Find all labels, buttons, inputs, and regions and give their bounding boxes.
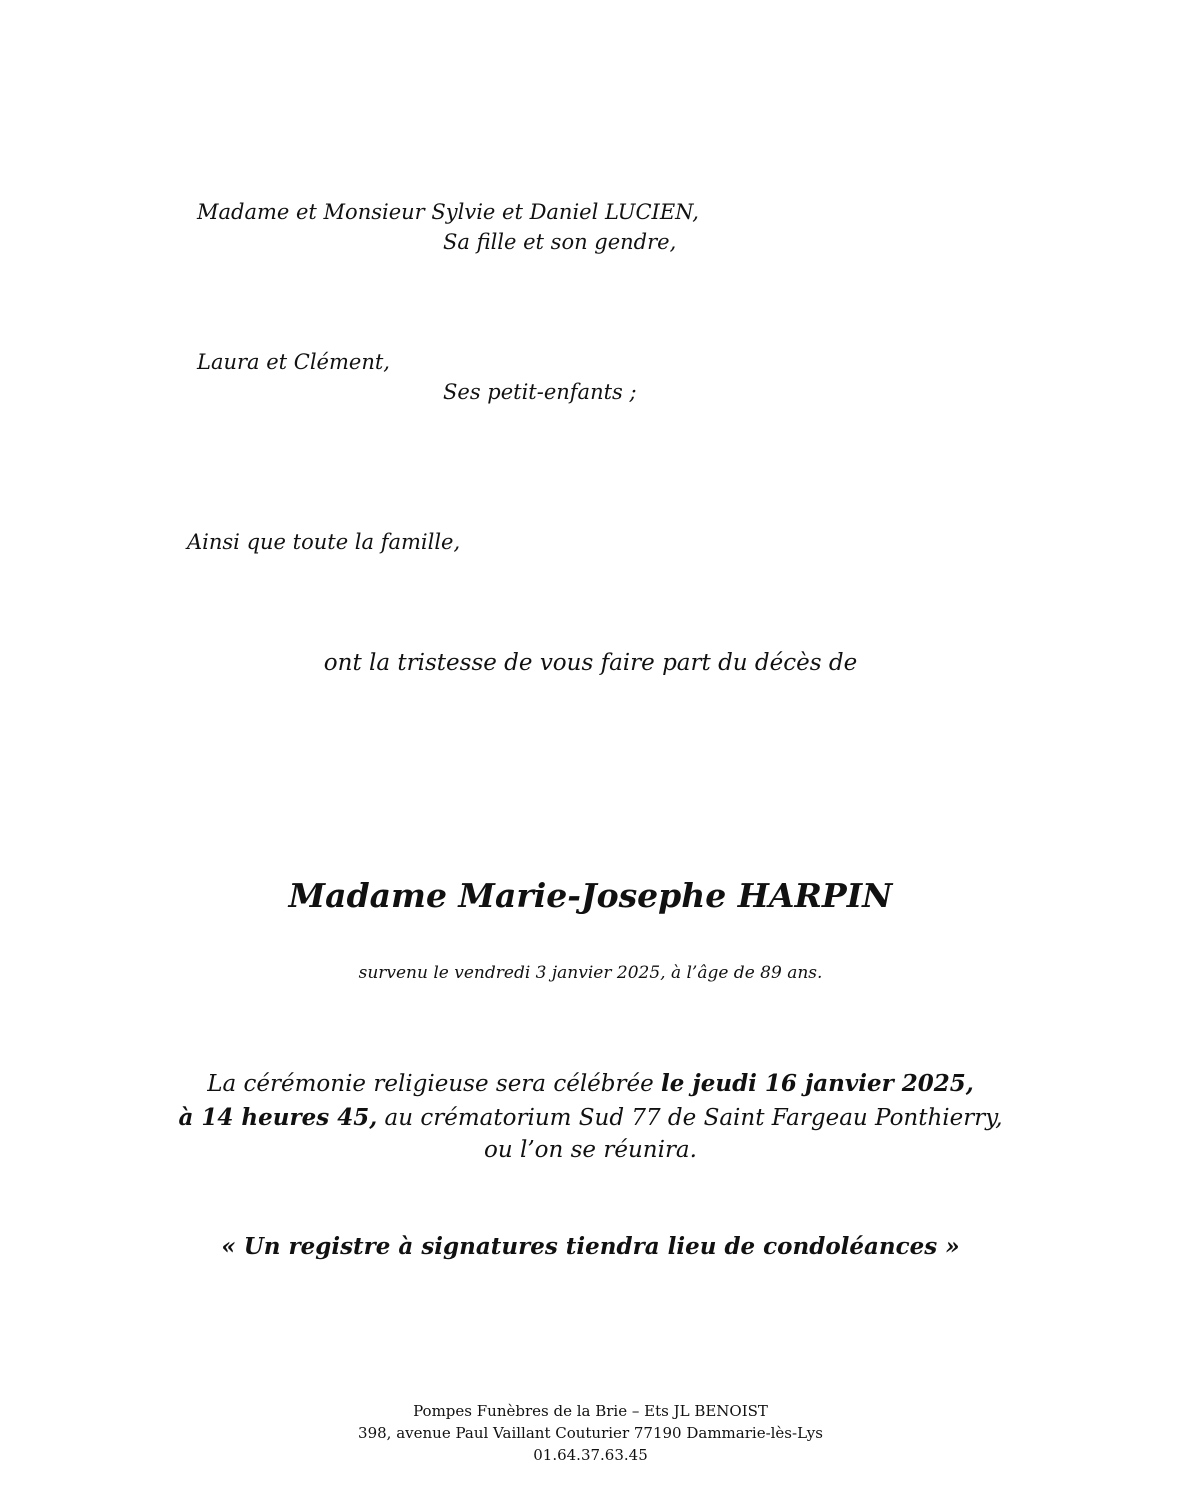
- ceremony-line-1: [0, 1070, 1181, 1097]
- family-line-daughter: Madame et Monsieur Sylvie et Daniel LUCIEN,: [197, 200, 699, 224]
- ceremony-place: au crématorium Sud 77 de Saint Fargeau Ponthierry,: [377, 1105, 1003, 1131]
- condolences-note: « Un registre à signatures tiendra lieu de condoléances »: [221, 1233, 960, 1260]
- family-line-all: Ainsi que toute la famille,: [187, 530, 461, 554]
- funeral-home-phone: 01.64.37.63.45: [533, 1446, 648, 1464]
- ceremony-text-1: La cérémonie religieuse sera célébrée: [207, 1071, 662, 1097]
- deceased-name: Madame Marie-Josephe HARPIN: [288, 876, 893, 915]
- family-role-daughter: Sa fille et son gendre,: [443, 230, 677, 254]
- funeral-home-address: 398, avenue Paul Vaillant Couturier 77190 Dammarie-lès-Lys: [358, 1424, 823, 1442]
- ceremony-line-3: ou l’on se réunira.: [484, 1137, 697, 1163]
- announcement-text: ont la tristesse de vous faire part du décès de: [323, 650, 858, 676]
- family-role-grandchildren: Ses petit-enfants ;: [443, 380, 637, 404]
- family-line-grandchildren: Laura et Clément,: [197, 350, 390, 374]
- funeral-home-footer: [0, 1400, 1181, 1466]
- ceremony-time: à 14 heures 45,: [178, 1104, 378, 1131]
- ceremony-line-2: [0, 1104, 1181, 1131]
- funeral-home-name: Pompes Funèbres de la Brie – Ets JL BENOIST: [413, 1402, 768, 1420]
- ceremony-date: le jeudi 16 janvier 2025,: [661, 1070, 974, 1097]
- deceased-details: survenu le vendredi 3 janvier 2025, à l’âge de 89 ans.: [358, 963, 823, 983]
